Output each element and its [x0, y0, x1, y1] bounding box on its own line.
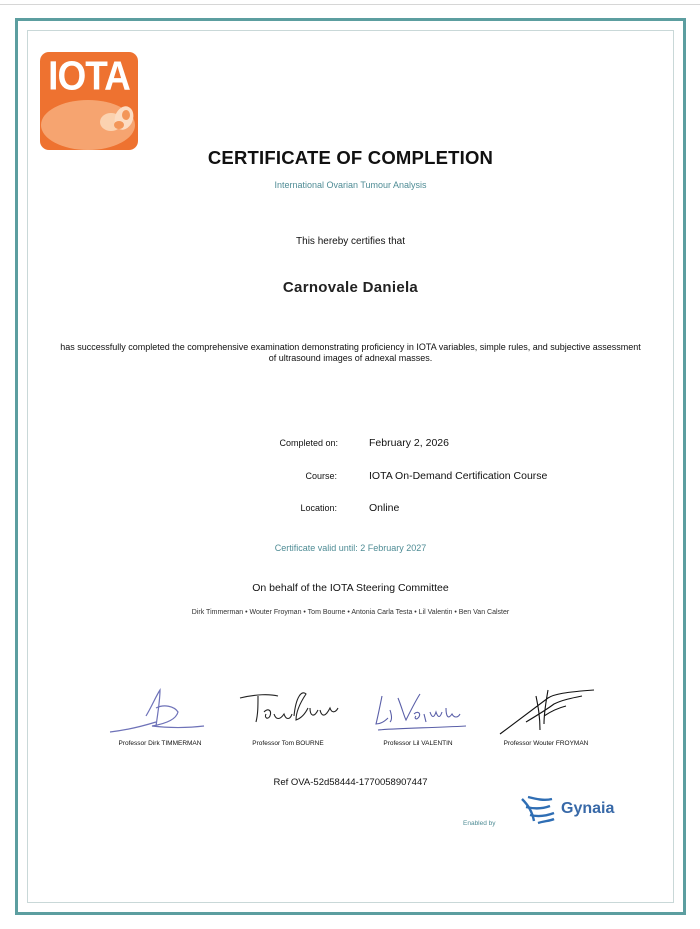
recipient-name: Carnovale Daniela [282, 279, 419, 296]
course-value: IOTA On-Demand Certification Course [369, 470, 548, 482]
logo-text: IOTA [48, 53, 130, 99]
signature-name-froyman: Professor Wouter FROYMAN [503, 740, 589, 747]
validity-text: Certificate valid until: 2 February 2027 [274, 543, 427, 553]
committee-members: Dirk Timmerman • Wouter Froyman • Tom Bourne • Antonia Carla Testa • Lil Valentin • Ben Van Calster [191, 609, 510, 616]
enabled-by-label: Enabled by [463, 820, 496, 827]
signature-bourne [236, 686, 340, 738]
certifies-text: This hereby certifies that [296, 236, 405, 247]
certificate-subtitle: International Ovarian Tumour Analysis [274, 180, 427, 190]
completed-label: Completed on: [279, 438, 338, 448]
reference-number: Ref OVA-52d58444-1770058907447 [273, 777, 428, 788]
signature-valentin [370, 688, 474, 738]
signature-name-timmerman: Professor Dirk TIMMERMAN [118, 740, 202, 747]
location-label: Location: [300, 503, 337, 513]
signature-froyman [496, 686, 600, 738]
location-value: Online [369, 502, 400, 514]
signature-timmerman [108, 686, 212, 738]
completion-statement: has successfully completed the comprehensive examination demonstrating proficiency in IOTA variables, simple rules, and subjective assessment of ultrasound images of adnexal masses. [60, 342, 641, 363]
top-divider [0, 4, 700, 5]
signature-name-valentin: Professor Lil VALENTIN [383, 740, 453, 747]
gynaia-brand-name: Gynaia [561, 800, 615, 817]
gynaia-logo-icon [520, 795, 556, 825]
iota-logo [40, 52, 138, 150]
completed-value: February 2, 2026 [369, 437, 449, 449]
signature-name-bourne: Professor Tom BOURNE [252, 740, 324, 747]
committee-heading: On behalf of the IOTA Steering Committee [252, 582, 449, 594]
certificate-title: CERTIFICATE OF COMPLETION [207, 147, 494, 168]
course-label: Course: [305, 471, 337, 481]
